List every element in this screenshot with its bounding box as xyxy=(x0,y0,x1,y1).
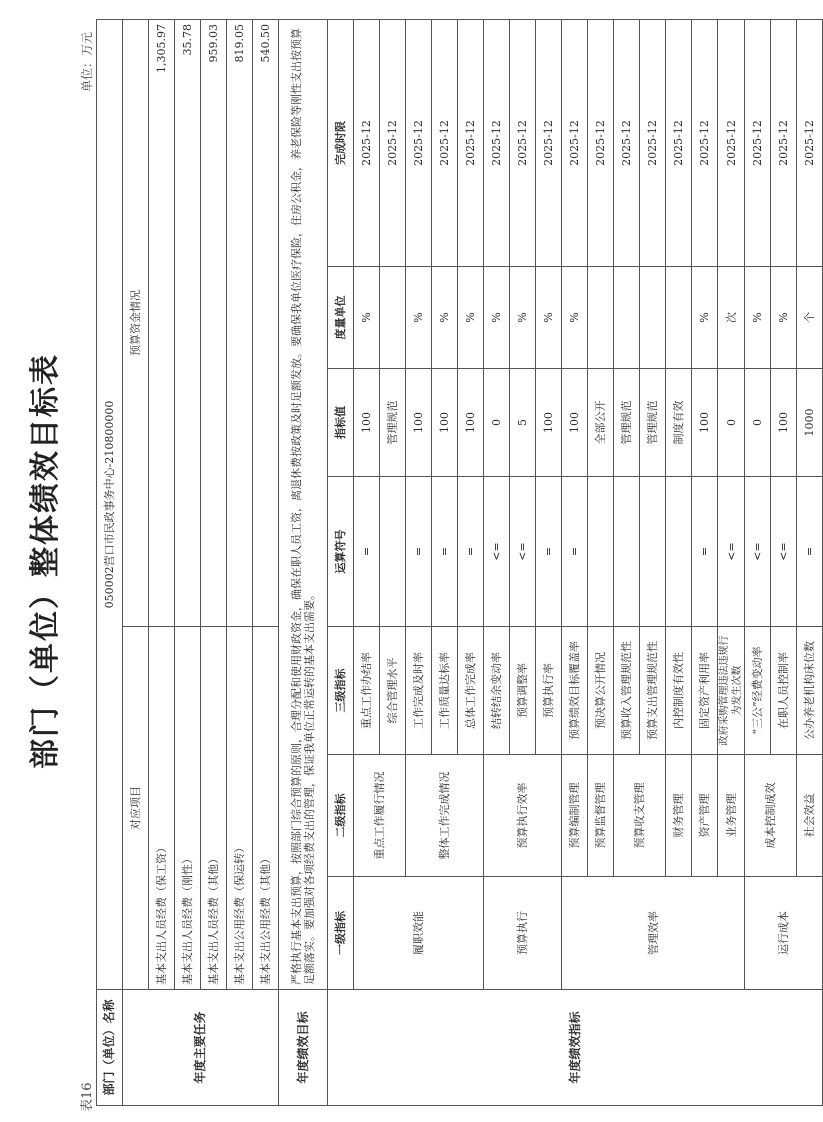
level2-indicator: 预算收支管理 xyxy=(614,755,666,877)
deadline-cell: 2025-12 xyxy=(562,19,588,266)
task-row xyxy=(175,19,201,1105)
dept-label: 部门（单位）名称 xyxy=(97,990,123,1106)
level2-indicator: 预算执行效率 xyxy=(484,755,562,877)
unit-cell: % xyxy=(432,267,458,369)
deadline-cell: 2025-12 xyxy=(458,19,484,266)
operator-cell: = xyxy=(562,477,588,627)
goal-row xyxy=(279,19,328,1105)
task-col-header: 对应项目 xyxy=(123,627,149,990)
task-amount: 819.05 xyxy=(227,19,253,626)
operator-cell: <= xyxy=(718,477,745,627)
task-name: 基本支出人员经费（刚性） xyxy=(175,627,201,990)
operator-cell: <= xyxy=(484,477,510,627)
level2-indicator: 重点工作履行情况 xyxy=(354,755,406,877)
unit-cell: % xyxy=(692,267,718,369)
dept-value: 050002营口市民政事务中心-210800000 xyxy=(97,19,123,989)
deadline-cell: 2025-12 xyxy=(614,19,640,266)
header-level1: 一级指标 xyxy=(328,877,354,990)
value-cell: 管理规范 xyxy=(640,369,666,477)
operator-cell: <= xyxy=(510,477,536,627)
task-name: 基本支出公用经费（其他） xyxy=(253,627,279,990)
task-amount: 1,305.97 xyxy=(149,19,175,626)
deadline-cell: 2025-12 xyxy=(666,19,692,266)
level2-indicator: 财务管理 xyxy=(666,755,692,877)
value-cell: 管理规范 xyxy=(614,369,640,477)
header-unit: 度量单位 xyxy=(328,267,354,369)
value-cell: 100 xyxy=(354,369,380,477)
task-row xyxy=(149,19,175,1105)
operator-cell: <= xyxy=(771,477,797,627)
page-title: 部门（单位）整体绩效目标表 xyxy=(28,353,63,769)
header-value: 指标值 xyxy=(328,369,354,477)
indicator-row xyxy=(562,19,588,1105)
indicator-row xyxy=(354,19,380,1105)
operator-cell: = xyxy=(406,477,432,627)
level2-indicator: 成本控制成效 xyxy=(745,755,797,877)
value-cell: 制度有效 xyxy=(666,369,692,477)
level3-indicator: 工作完成及时率 xyxy=(406,627,432,755)
budget-col-header: 预算资金情况 xyxy=(123,19,149,626)
task-amount: 540.50 xyxy=(253,19,279,626)
operator-cell: = xyxy=(432,477,458,627)
level3-indicator: 预算支出管理规范性 xyxy=(640,627,666,755)
level3-indicator: 政府采购管理违法违规行为发生次数 xyxy=(718,627,745,755)
deadline-cell: 2025-12 xyxy=(536,19,562,266)
unit-cell xyxy=(640,267,666,369)
level3-indicator: 预算收入管理规范性 xyxy=(614,627,640,755)
level1-indicator: 运行成本 xyxy=(745,877,823,990)
indicators-label: 年度绩效指标 xyxy=(328,990,823,1106)
unit-cell: 个 xyxy=(797,267,823,369)
level3-indicator: 固定资产利用率 xyxy=(692,627,718,755)
deadline-cell: 2025-12 xyxy=(718,19,745,266)
unit-cell: % xyxy=(771,267,797,369)
level2-indicator: 社会效益 xyxy=(797,755,823,877)
value-cell: 100 xyxy=(692,369,718,477)
unit-cell: % xyxy=(406,267,432,369)
value-cell: 1000 xyxy=(797,369,823,477)
operator-cell: = xyxy=(692,477,718,627)
level3-indicator: 结转结余变动率 xyxy=(484,627,510,755)
level3-indicator: 预决算公开情况 xyxy=(588,627,614,755)
operator-cell: = xyxy=(536,477,562,627)
operator-cell xyxy=(380,477,406,627)
operator-cell xyxy=(588,477,614,627)
level3-indicator: 重点工作办结率 xyxy=(354,627,380,755)
level3-indicator: 预算调整率 xyxy=(510,627,536,755)
operator-cell xyxy=(640,477,666,627)
level3-indicator: 预算绩效目标覆盖率 xyxy=(562,627,588,755)
level3-indicator: 综合管理水平 xyxy=(380,627,406,755)
operator-cell: = xyxy=(797,477,823,627)
deadline-cell: 2025-12 xyxy=(588,19,614,266)
value-cell: 100 xyxy=(406,369,432,477)
deadline-cell: 2025-12 xyxy=(797,19,823,266)
level3-indicator: 内控制度有效性 xyxy=(666,627,692,755)
level3-indicator: “三公”经费变动率 xyxy=(745,627,771,755)
value-cell: 0 xyxy=(745,369,771,477)
tasks-label: 年度主要任务 xyxy=(123,990,279,1106)
deadline-cell: 2025-12 xyxy=(380,19,406,266)
header-level3: 三级指标 xyxy=(328,627,354,755)
deadline-cell: 2025-12 xyxy=(771,19,797,266)
level3-indicator: 公办养老机构床位数 xyxy=(797,627,823,755)
level2-indicator: 整体工作完成情况 xyxy=(406,755,484,877)
value-cell: 管理规范 xyxy=(380,369,406,477)
deadline-cell: 2025-12 xyxy=(745,19,771,266)
unit-cell: % xyxy=(458,267,484,369)
task-amount: 959.03 xyxy=(201,19,227,626)
task-row xyxy=(227,19,253,1105)
operator-cell: <= xyxy=(745,477,771,627)
unit-cell: % xyxy=(354,267,380,369)
unit-cell xyxy=(588,267,614,369)
deadline-cell: 2025-12 xyxy=(692,19,718,266)
level2-indicator: 业务管理 xyxy=(718,755,745,877)
level3-indicator: 总体工作完成率 xyxy=(458,627,484,755)
task-name: 基本支出人员经费（保工资） xyxy=(149,627,175,990)
value-cell: 100 xyxy=(771,369,797,477)
task-name: 基本支出人员经费（其他） xyxy=(201,627,227,990)
header-operator: 运算符号 xyxy=(328,477,354,627)
performance-table xyxy=(96,19,823,1106)
goal-label: 年度绩效目标 xyxy=(279,990,328,1106)
operator-cell xyxy=(614,477,640,627)
task-amount: 35.78 xyxy=(175,19,201,626)
dept-row xyxy=(97,19,123,1105)
table-number: 表16 xyxy=(80,1082,95,1112)
unit-cell: % xyxy=(536,267,562,369)
value-cell: 全部公开 xyxy=(588,369,614,477)
level2-indicator: 预算编制管理 xyxy=(562,755,588,877)
indicator-row xyxy=(484,19,510,1105)
unit-cell: % xyxy=(745,267,771,369)
value-cell: 100 xyxy=(536,369,562,477)
deadline-cell: 2025-12 xyxy=(432,19,458,266)
value-cell: 0 xyxy=(718,369,745,477)
indicator-row xyxy=(745,19,771,1105)
header-deadline: 完成时限 xyxy=(328,19,354,266)
value-cell: 0 xyxy=(484,369,510,477)
operator-cell xyxy=(666,477,692,627)
level3-indicator: 预算执行率 xyxy=(536,627,562,755)
level3-indicator: 在职人员控制率 xyxy=(771,627,797,755)
indicator-header-row xyxy=(328,19,354,1105)
goal-text: 严格执行基本支出预算，按照部门综合预算的原则，合理分配和使用财政资金，确保在职人员工资，离退休费按政策及时足额发放。要确保我单位医疗保险，住房公积金，养老保险等刚性支出按预算足额落实。要加强对各项经费支出的管理，保证我单位正常运转的基本支出需要。 xyxy=(279,19,328,989)
deadline-cell: 2025-12 xyxy=(510,19,536,266)
value-cell: 100 xyxy=(432,369,458,477)
value-cell: 100 xyxy=(458,369,484,477)
unit-cell xyxy=(666,267,692,369)
unit-cell: % xyxy=(562,267,588,369)
header-level2: 二级指标 xyxy=(328,755,354,877)
unit-note: 单位：万元 xyxy=(80,31,94,92)
level3-indicator: 工作质量达标率 xyxy=(432,627,458,755)
level1-indicator: 预算执行 xyxy=(484,877,562,990)
value-cell: 5 xyxy=(510,369,536,477)
level1-indicator: 管理效率 xyxy=(562,877,745,990)
unit-cell: % xyxy=(484,267,510,369)
deadline-cell: 2025-12 xyxy=(484,19,510,266)
task-row xyxy=(253,19,279,1105)
unit-cell xyxy=(614,267,640,369)
deadline-cell: 2025-12 xyxy=(640,19,666,266)
operator-cell: = xyxy=(354,477,380,627)
task-header-row xyxy=(123,19,149,1105)
value-cell: 100 xyxy=(562,369,588,477)
deadline-cell: 2025-12 xyxy=(406,19,432,266)
level1-indicator: 履职效能 xyxy=(354,877,484,990)
task-name: 基本支出公用经费（保运转） xyxy=(227,627,253,990)
unit-cell: % xyxy=(510,267,536,369)
operator-cell: = xyxy=(458,477,484,627)
unit-cell: 次 xyxy=(718,267,745,369)
unit-cell xyxy=(380,267,406,369)
level2-indicator: 预算监督管理 xyxy=(588,755,614,877)
deadline-cell: 2025-12 xyxy=(354,19,380,266)
level2-indicator: 资产管理 xyxy=(692,755,718,877)
task-row xyxy=(201,19,227,1105)
